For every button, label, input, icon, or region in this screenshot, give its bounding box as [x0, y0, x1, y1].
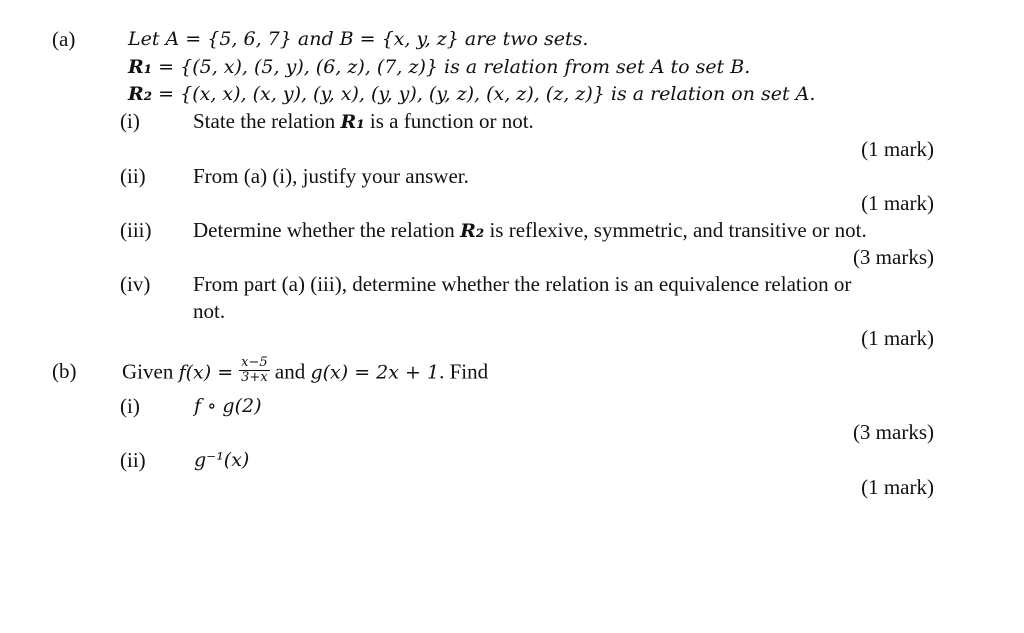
question-b-i-number: (i): [120, 394, 140, 418]
r1-set: = {(5, x), (5, y), (6, z), (7, z)} is a relation from set A to set B.: [152, 56, 751, 78]
question-b-ii-expr: g⁻¹(x): [194, 449, 250, 471]
question-a-iii-symbol: R₂: [460, 220, 485, 242]
question-a-iii-number: (iii): [120, 218, 152, 242]
question-a-i-number: (i): [120, 109, 140, 133]
question-a-ii-marks: (1 mark): [861, 191, 934, 215]
f-fraction: [239, 356, 270, 385]
question-a-ii-text: From (a) (i), justify your answer.: [193, 164, 469, 188]
question-a-iv-marks: (1 mark): [861, 326, 934, 350]
question-b-ii-marks: (1 mark): [861, 475, 934, 499]
r2-set: = {(x, x), (x, y), (y, x), (y, y), (y, z), (x, z), (z, z)} is a relation on set A.: [152, 83, 816, 105]
question-b-ii-number: (ii): [120, 448, 146, 472]
question-a-i-text: [193, 109, 534, 134]
and-word: and: [269, 359, 311, 384]
sets-definition: Let A = {5, 6, 7} and B = {x, y, z} are two sets.: [128, 28, 589, 50]
question-a-ii-number: (ii): [120, 164, 146, 188]
f-denominator: 3+x: [241, 370, 268, 385]
question-b-i-expr: f ∘ g(2): [194, 395, 262, 417]
question-a-iv-text-cont: not.: [193, 299, 226, 323]
given-word: Given: [122, 359, 179, 384]
question-a-i-pre: State the relation: [193, 109, 341, 133]
part-b-label: (b): [52, 359, 77, 383]
functions-definition: [122, 355, 489, 388]
find-word: . Find: [439, 359, 489, 384]
question-a-iv-number: (iv): [120, 272, 151, 296]
relation-r2-definition: [128, 81, 815, 106]
question-a-iii-post: is reflexive, symmetric, and transitive or not.: [484, 218, 867, 242]
question-a-iv-text: From part (a) (iii), determine whether the relation is an equivalence relation or: [193, 272, 852, 296]
r1-symbol: R₁: [128, 56, 153, 78]
f-numerator: x−5: [241, 355, 268, 370]
question-a-i-symbol: R₁: [340, 111, 365, 133]
question-a-i-marks: (1 mark): [861, 137, 934, 161]
f-lhs: f(x) =: [178, 361, 240, 384]
relation-r1-definition: [128, 54, 750, 79]
question-a-iii-text: [193, 218, 867, 243]
question-a-i-post: is a function or not.: [364, 109, 534, 133]
g-definition: g(x) = 2x + 1: [310, 361, 440, 384]
question-b-i-marks: (3 marks): [852, 420, 934, 444]
r2-symbol: R₂: [128, 83, 153, 105]
question-a-iii-marks: (3 marks): [852, 245, 934, 269]
question-a-iii-pre: Determine whether the relation: [193, 218, 461, 242]
part-a-label: (a): [52, 27, 76, 51]
